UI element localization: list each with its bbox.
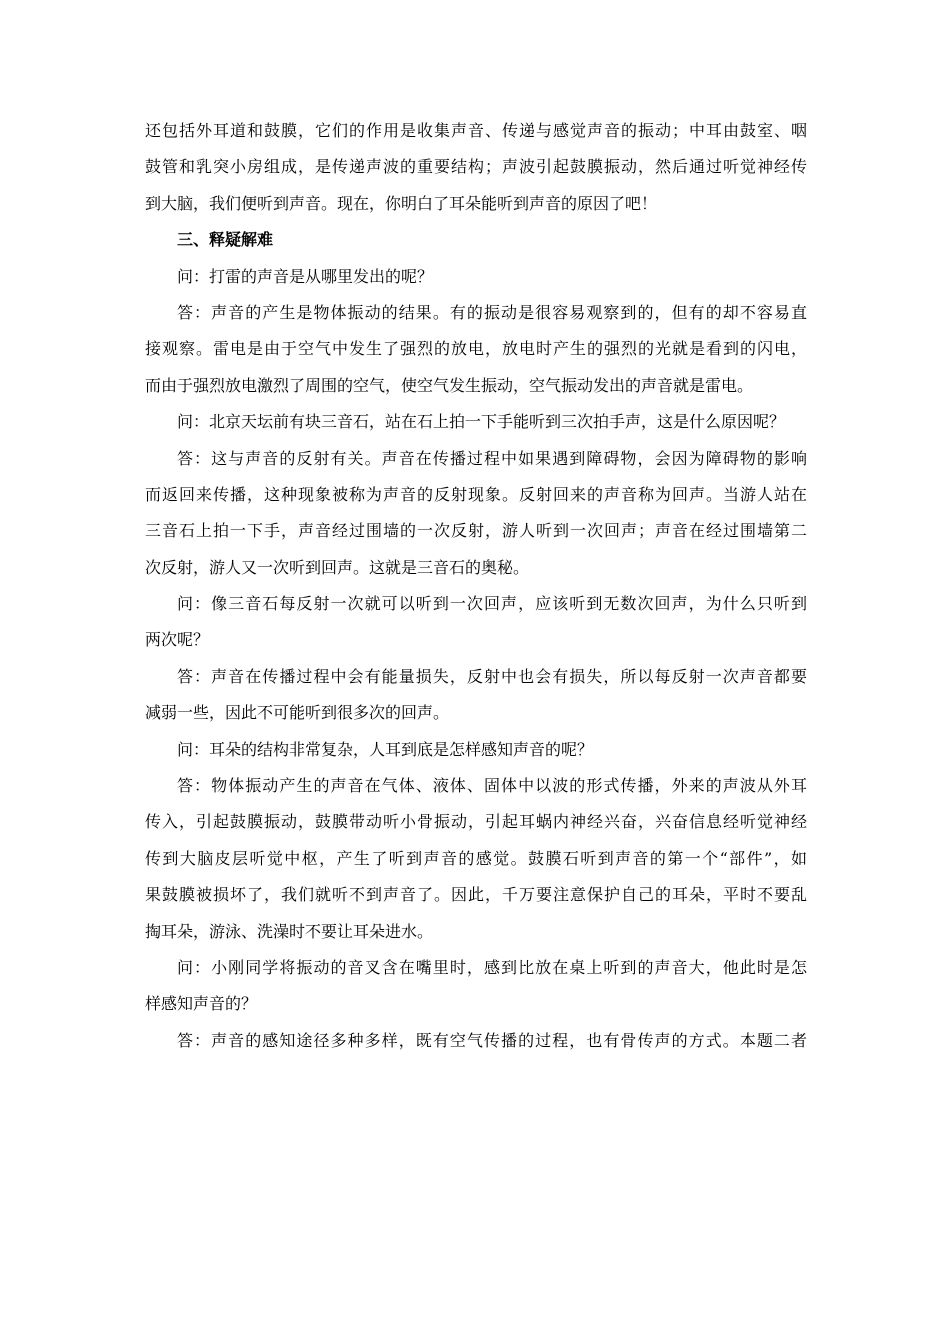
answer-line: 答：这与声音的反射有关。声音在传播过程中如果遇到障碍物，会因为障碍物的影响 (177, 448, 807, 468)
paragraph-line: 样感知声音的？ (145, 994, 258, 1014)
document-page (145, 113, 807, 1059)
question-line: 问：耳朵的结构非常复杂，人耳到底是怎样感知声音的呢？ (177, 739, 594, 759)
paragraph-line: 果鼓膜被损坏了，我们就听不到声音了。因此，千万要注意保护自己的耳朵，平时不要乱 (145, 885, 807, 905)
paragraph-line: 接观察。雷电是由于空气中发生了强烈的放电，放电时产生的强烈的光就是看到的闪电， (145, 339, 807, 359)
paragraph-line: 掏耳朵，游泳、洗澡时不要让耳朵进水。 (145, 921, 434, 941)
question-line: 问：北京天坛前有块三音石，站在石上拍一下手能听到三次拍手声，这是什么原因呢？ (177, 412, 786, 432)
answer-line: 答：声音在传播过程中会有能量损失，反射中也会有损失，所以每反射一次声音都要 (177, 666, 807, 686)
paragraph-line: 两次呢？ (145, 630, 210, 650)
section-heading: 三、释疑解难 (177, 230, 274, 250)
paragraph-line: 传到大脑皮层听觉中枢，产生了听到声音的感觉。鼓膜石听到声音的第一个“部件”，如 (145, 848, 807, 868)
paragraph-line: 还包括外耳道和鼓膜，它们的作用是收集声音、传递与感觉声音的振动；中耳由鼓室、咽 (145, 121, 807, 140)
answer-line: 答：声音的产生是物体振动的结果。有的振动是很容易观察到的，但有的却不容易直 (177, 302, 807, 322)
answer-line: 答：声音的感知途径多种多样，既有空气传播的过程，也有骨传声的方式。本题二者 (177, 1030, 807, 1050)
question-line: 问：打雷的声音是从哪里发出的呢？ (177, 266, 434, 286)
paragraph-line: 而返回来传播，这种现象被称为声音的反射现象。反射回来的声音称为回声。当游人站在 (145, 484, 807, 504)
answer-line: 答：物体振动产生的声音在气体、液体、固体中以波的形式传播，外来的声波从外耳 (177, 776, 807, 796)
question-line: 问：像三音石每反射一次就可以听到一次回声，应该听到无数次回声，为什么只听到 (177, 594, 807, 614)
paragraph-line: 次反射，游人又一次听到回声。这就是三音石的奥秘。 (145, 557, 530, 577)
paragraph-line: 而由于强烈放电激烈了周围的空气，使空气发生振动，空气振动发出的声音就是雷电。 (145, 375, 754, 395)
paragraph-line: 到大脑，我们便听到声音。现在，你明白了耳朵能听到声音的原因了吧！ (145, 193, 658, 213)
paragraph-line: 传入，引起鼓膜振动，鼓膜带动听小骨振动，引起耳蜗内神经兴奋，兴奋信息经听觉神经 (145, 812, 807, 832)
question-line: 问：小刚同学将振动的音叉含在嘴里时，感到比放在桌上听到的声音大，他此时是怎 (177, 957, 807, 977)
paragraph-line: 三音石上拍一下手，声音经过围墙的一次反射，游人听到一次回声；声音在经过围墙第二 (145, 521, 807, 541)
paragraph-line: 减弱一些，因此不可能听到很多次的回声。 (145, 703, 450, 723)
paragraph-line: 鼓管和乳突小房组成，是传递声波的重要结构；声波引起鼓膜振动，然后通过听觉神经传 (145, 157, 807, 177)
